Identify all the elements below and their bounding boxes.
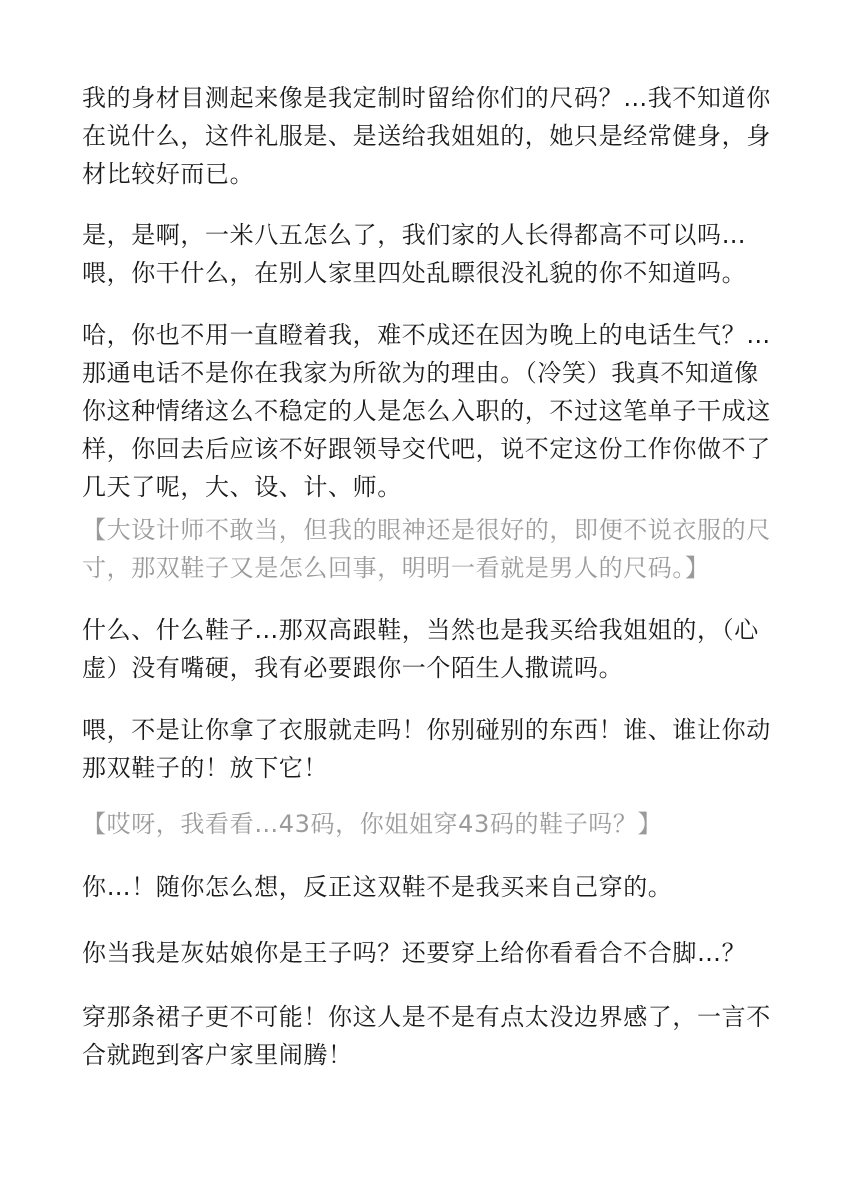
paragraph-narration-1: 【大设计师不敢当，但我的眼神还是很好的，即便不说衣服的尺寸，那双鞋子又是怎么回事，明明一看就是男人的尺码。】	[82, 516, 771, 582]
paragraph-dialogue-3: 哈，你也不用一直瞪着我，难不成还在因为晚上的电话生气？…那通电话不是你在我家为所欲为的理由。（冷笑）我真不知道像你这种情绪这么不稳定的人是怎么入职的，不过这笔单子干成这样，你回去后应该不好跟领导交代吧，说不定这份工作你做不了几天了呢，大、设、计、师。	[82, 321, 771, 501]
paragraph-dialogue-4: 什么、什么鞋子…那双高跟鞋，当然也是我买给我姐姐的，（心虚）没有嘴硬，我有必要跟你一个陌生人撒谎吗。	[82, 616, 759, 682]
paragraph-narration-2: 【哎呀，我看看…43码，你姐姐穿43码的鞋子吗？】	[82, 810, 663, 838]
paragraph-dialogue-2: 是，是啊，一米八五怎么了，我们家的人长得都高不可以吗…喂，你干什么，在别人家里四处乱瞟很没礼貌的你不知道吗。	[82, 221, 747, 287]
paragraph-dialogue-7: 你当我是灰姑娘你是王子吗？还要穿上给你看看合不合脚…？	[82, 939, 747, 967]
paragraph-dialogue-1: 我的身材目测起来像是我定制时留给你们的尺码？…我不知道你在说什么，这件礼服是、是送给我姐姐的，她只是经常健身，身材比较好而已。	[82, 84, 771, 188]
paragraph-dialogue-8: 穿那条裙子更不可能！你这人是不是有点太没边界感了，一言不合就跑到客户家里闹腾！	[82, 1003, 771, 1069]
paragraph-dialogue-5: 喂，不是让你拿了衣服就走吗！你别碰别的东西！谁、谁让你动那双鞋子的！放下它！	[82, 716, 771, 782]
paragraph-dialogue-6: 你…！随你怎么想，反正这双鞋不是我买来自己穿的。	[82, 873, 673, 901]
